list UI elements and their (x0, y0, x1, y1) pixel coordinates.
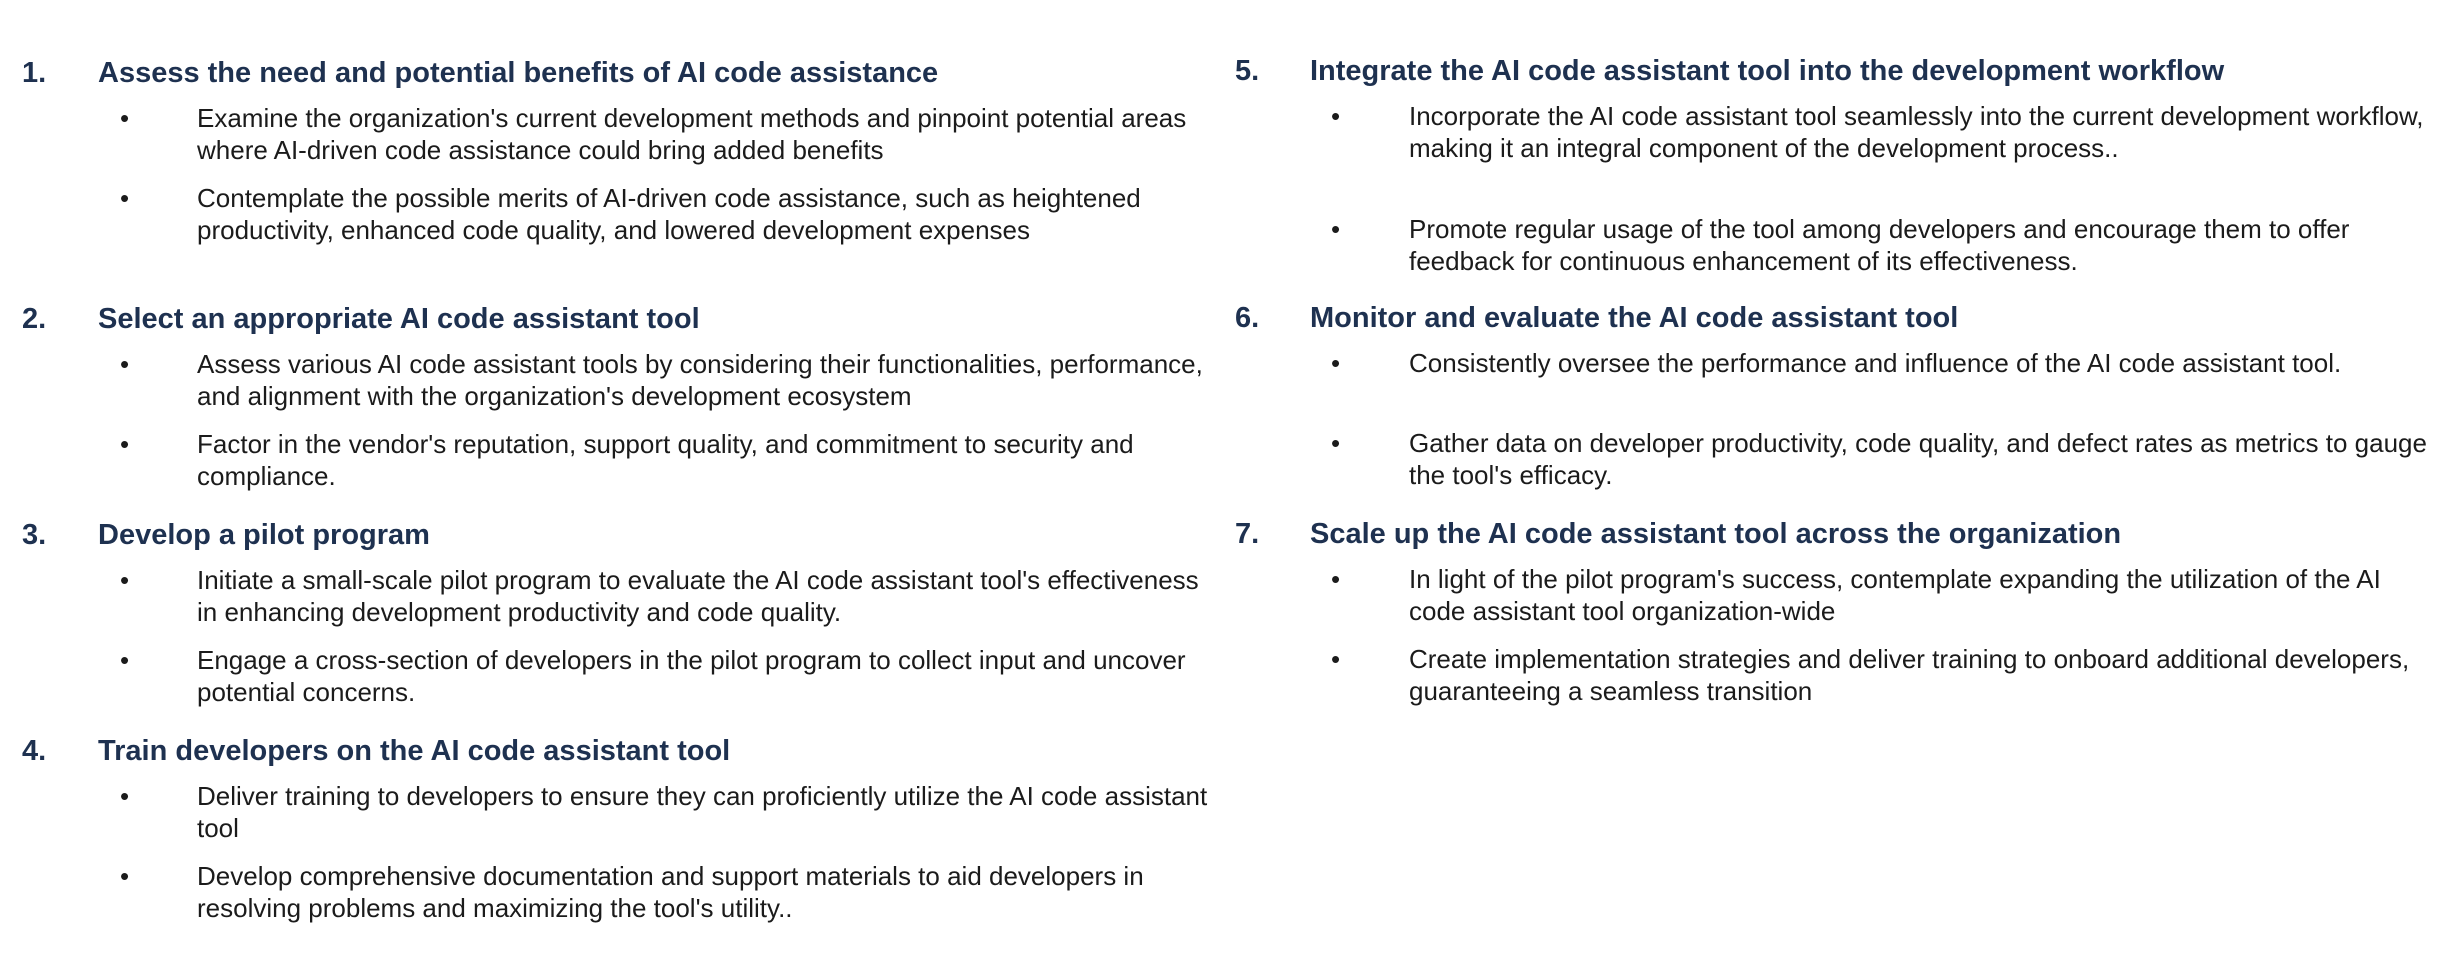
bullet-text: Promote regular usage of the tool among developers and encourage them to offer feedback for continuous enhancement of its effectiveness. (1409, 214, 2350, 276)
step-4-header (0, 730, 1225, 772)
step-3-header (0, 514, 1225, 556)
bullet-marker: • (120, 565, 130, 595)
bullet-text: Factor in the vendor's reputation, support quality, and commitment to security and compliance. (197, 429, 1134, 491)
step-3 (0, 514, 1225, 724)
step-title: Scale up the AI code assistant tool across the organization (1310, 518, 2122, 550)
step-title: Train developers on the AI code assistant tool (98, 735, 731, 767)
step-number: 6. (1235, 302, 1260, 334)
bullet-text: Create implementation strategies and deliver training to onboard additional developers, guaranteeing a seamless transition (1409, 644, 2410, 706)
bullet-marker: • (120, 183, 130, 213)
bullet-marker: • (120, 781, 130, 811)
bullet-marker: • (1331, 101, 1341, 131)
bullet-marker: • (1331, 644, 1341, 674)
step-6-header (1225, 297, 2446, 339)
step-4 (0, 730, 1225, 940)
step-number: 7. (1235, 518, 1260, 550)
step-5 (1225, 50, 2446, 290)
bullet-text: Deliver training to developers to ensure they can proficiently utilize the AI code assistant tool (197, 781, 1208, 843)
bullet-text: Assess various AI code assistant tools by considering their functionalities, performance, and alignment with the organization's development ecosystem (197, 349, 1203, 411)
step-7-header (1225, 513, 2446, 555)
bullet-marker: • (1331, 348, 1341, 378)
bullet-text: Examine the organization's current development methods and pinpoint potential areas where AI-driven code assistance could bring added benefits (197, 103, 1187, 165)
bullet-marker: • (120, 429, 130, 459)
bullet-marker: • (120, 645, 130, 675)
step-number: 2. (22, 303, 47, 335)
bullet-marker: • (1331, 564, 1341, 594)
bullet-text: Engage a cross-section of developers in the pilot program to collect input and uncover potential concerns. (197, 645, 1186, 707)
step-number: 4. (22, 735, 47, 767)
bullet-text: Incorporate the AI code assistant tool seamlessly into the current development workflow, making it an integral component of the development process.. (1409, 101, 2424, 163)
bullet-text: Develop comprehensive documentation and support materials to aid developers in resolving problems and maximizing the tool's utility.. (197, 861, 1144, 923)
bullet-text: In light of the pilot program's success, contemplate expanding the utilization of the AI code assistant tool organization-wide (1409, 564, 2381, 626)
step-7 (1225, 513, 2446, 723)
step-number: 1. (22, 57, 47, 89)
bullet-marker: • (120, 861, 130, 891)
step-6 (1225, 297, 2446, 507)
bullet-marker: • (120, 349, 130, 379)
step-1-header (0, 52, 1225, 94)
bullet-text: Initiate a small-scale pilot program to evaluate the AI code assistant tool's effectiveness in enhancing development productivity and code quality. (197, 565, 1199, 627)
step-number: 3. (22, 519, 47, 551)
step-2 (0, 298, 1225, 508)
step-title: Develop a pilot program (98, 519, 430, 551)
bullet-marker: • (1331, 428, 1341, 458)
bullet-text: Contemplate the possible merits of AI-driven code assistance, such as heightened productivity, enhanced code quality, and lowered development expenses (197, 183, 1141, 245)
step-title: Select an appropriate AI code assistant tool (98, 303, 700, 335)
step-number: 5. (1235, 55, 1260, 87)
bullet-text: Consistently oversee the performance and influence of the AI code assistant tool. (1409, 348, 2342, 378)
step-1 (0, 52, 1225, 292)
bullet-marker: • (1331, 214, 1341, 244)
step-title: Assess the need and potential benefits of AI code assistance (98, 57, 939, 89)
step-title: Monitor and evaluate the AI code assistant tool (1310, 302, 1959, 334)
step-title: Integrate the AI code assistant tool into the development workflow (1310, 55, 2225, 87)
bullet-marker: • (120, 103, 130, 133)
step-5-header (1225, 50, 2446, 92)
bullet-text: Gather data on developer productivity, code quality, and defect rates as metrics to gauge the tool's efficacy. (1409, 428, 2427, 490)
step-2-header (0, 298, 1225, 340)
